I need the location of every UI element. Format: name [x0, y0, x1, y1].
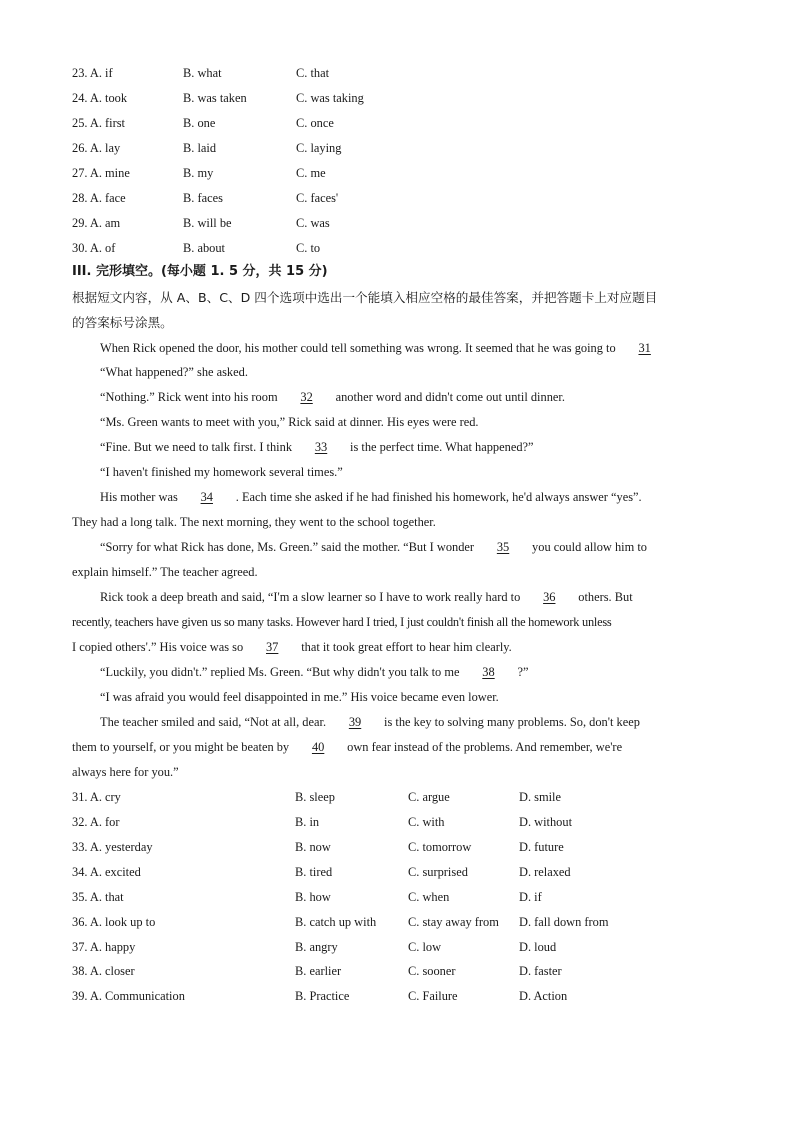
option-b: B. my: [183, 166, 214, 180]
option-b: B. laid: [183, 141, 217, 155]
blank-35: 35: [496, 540, 510, 554]
blank-34: 34: [200, 490, 213, 504]
passage-text: ?”: [517, 665, 529, 679]
passage-text: own fear instead of the problems. And remember, we're: [347, 740, 623, 754]
passage-line: [100, 410, 722, 435]
option-c: C. once: [296, 116, 334, 130]
passage-text: them to yourself, or you might be beaten by: [72, 740, 290, 754]
blank-39: 39: [348, 715, 362, 729]
option-c: C. laying: [296, 141, 342, 155]
passage-line: [72, 510, 722, 535]
option-d: D. smile: [519, 790, 561, 804]
passage-text: “Fine. But we need to talk first. I think: [100, 440, 293, 454]
option-a: 34. A. excited: [72, 865, 141, 879]
blank-36: 36: [543, 590, 556, 604]
passage-text: “What happened?” she asked.: [100, 365, 248, 379]
passage-text: “I was afraid you would feel disappointed in me.” His voice became even lower.: [100, 690, 499, 704]
option-a: 37. A. happy: [72, 940, 136, 954]
option-a: 29. A. am: [72, 216, 121, 230]
passage-text: “Ms. Green wants to meet with you,” Rick said at dinner. His eyes were red.: [100, 415, 479, 429]
passage-text: I copied others'.” His voice was so: [72, 640, 244, 654]
option-b: B. was taken: [183, 91, 247, 105]
option-a: 38. A. closer: [72, 964, 135, 978]
passage-line: [100, 585, 722, 610]
option-b: B. tired: [295, 865, 333, 879]
passage-line: [100, 360, 722, 385]
option-a: 26. A. lay: [72, 141, 121, 155]
option-a: 32. A. for: [72, 815, 120, 829]
section-title: III. 完形填空。(每小题 1. 5 分，共 15 分): [72, 264, 328, 279]
blank-38: 38: [482, 665, 495, 679]
option-d: D. faster: [519, 964, 562, 978]
passage-line: [100, 710, 722, 735]
passage-text: “Luckily, you didn't.” replied Ms. Green. “But why didn't you talk to me: [100, 665, 460, 679]
passage-text: explain himself.” The teacher agreed.: [72, 565, 258, 579]
option-d: D. fall down from: [519, 915, 609, 929]
passage-line: [72, 560, 722, 585]
option-d: D. Action: [519, 989, 568, 1003]
option-a: 33. A. yesterday: [72, 840, 153, 854]
passage-text: . Each time she asked if he had finished his homework, he'd always answer “yes”.: [235, 490, 642, 504]
passage-text: recently, teachers have given us so many tasks. However hard I tried, I just couldn't finish all the homework unless: [72, 615, 612, 629]
option-b: B. Practice: [295, 989, 350, 1003]
option-c: C. surprised: [408, 865, 468, 879]
option-a: 24. A. took: [72, 91, 128, 105]
option-a: 36. A. look up to: [72, 915, 156, 929]
option-a: 39. A. Communication: [72, 989, 185, 1003]
blank-33: 33: [314, 440, 328, 454]
section-instruction-cont: 的答案标号涂黑。: [72, 315, 173, 330]
option-a: 25. A. first: [72, 116, 126, 130]
passage-line: [72, 760, 722, 785]
passage-text: They had a long talk. The next morning, they went to the school together.: [72, 515, 436, 529]
passage-line: [100, 460, 722, 485]
passage-line: [100, 685, 722, 710]
option-a: 27. A. mine: [72, 166, 130, 180]
passage-text: others. But: [578, 590, 633, 604]
option-b: B. sleep: [295, 790, 335, 804]
option-a: 30. A. of: [72, 241, 116, 255]
option-c: C. tomorrow: [408, 840, 472, 854]
option-b: B. will be: [183, 216, 232, 230]
option-b: B. one: [183, 116, 216, 130]
passage-text: His mother was: [100, 490, 178, 504]
passage-line: [100, 336, 722, 361]
option-b: B. earlier: [295, 964, 342, 978]
option-c: C. Failure: [408, 989, 458, 1003]
option-c: C. when: [408, 890, 450, 904]
option-a: 35. A. that: [72, 890, 124, 904]
passage-text: “Nothing.” Rick went into his room: [100, 390, 278, 404]
option-b: B. what: [183, 66, 222, 80]
blank-40: 40: [311, 740, 325, 754]
passage-line: [72, 735, 722, 760]
option-c: C. was: [296, 216, 330, 230]
passage-text: “Sorry for what Rick has done, Ms. Green.” said the mother. “But I wonder: [100, 540, 475, 554]
option-c: C. was taking: [296, 91, 364, 105]
passage-line: [100, 385, 722, 410]
blank-31: 31: [638, 341, 651, 355]
blank-37: 37: [265, 640, 279, 654]
blank-32: 32: [300, 390, 313, 404]
option-c: C. me: [296, 166, 326, 180]
option-a: 28. A. face: [72, 191, 126, 205]
passage-line: [100, 435, 722, 460]
option-c: C. that: [296, 66, 330, 80]
option-d: D. relaxed: [519, 865, 571, 879]
option-c: C. to: [296, 241, 321, 255]
passage-line: [72, 635, 722, 660]
option-c: C. argue: [408, 790, 450, 804]
passage-line: [100, 535, 722, 560]
option-b: B. about: [183, 241, 225, 255]
passage-line: [72, 610, 722, 635]
option-c: C. sooner: [408, 964, 456, 978]
passage-line: [100, 660, 722, 685]
option-d: D. without: [519, 815, 573, 829]
option-d: D. if: [519, 890, 542, 904]
option-b: B. catch up with: [295, 915, 377, 929]
option-a: 31. A. cry: [72, 790, 121, 804]
passage-text: When Rick opened the door, his mother could tell something was wrong. It seemed that he was going to: [100, 341, 616, 355]
option-b: B. how: [295, 890, 331, 904]
passage-text: The teacher smiled and said, “Not at all, dear.: [100, 715, 327, 729]
option-c: C. faces': [296, 191, 339, 205]
passage-text: Rick took a deep breath and said, “I'm a slow learner so I have to work really hard to: [100, 590, 521, 604]
passage-text: is the key to solving many problems. So, don't keep: [384, 715, 640, 729]
passage-text: you could allow him to: [532, 540, 647, 554]
section-instruction: 根据短文内容，从 A、B、C、D 四个选项中选出一个能填入相应空格的最佳答案，并把答题卡上对应题目: [72, 290, 658, 305]
option-b: B. angry: [295, 940, 338, 954]
option-b: B. now: [295, 840, 331, 854]
option-c: C. with: [408, 815, 445, 829]
option-a: 23. A. if: [72, 66, 113, 80]
option-b: B. in: [295, 815, 320, 829]
passage-text: always here for you.”: [72, 765, 179, 779]
option-c: C. low: [408, 940, 442, 954]
passage-text: “I haven't finished my homework several times.”: [100, 465, 343, 479]
passage-text: that it took great effort to hear him clearly.: [301, 640, 512, 654]
option-d: D. loud: [519, 940, 557, 954]
passage-text: is the perfect time. What happened?”: [350, 440, 534, 454]
passage-line: [100, 485, 722, 510]
option-c: C. stay away from: [408, 915, 499, 929]
option-d: D. future: [519, 840, 564, 854]
option-b: B. faces: [183, 191, 223, 205]
passage-text: another word and didn't come out until dinner.: [335, 390, 565, 404]
